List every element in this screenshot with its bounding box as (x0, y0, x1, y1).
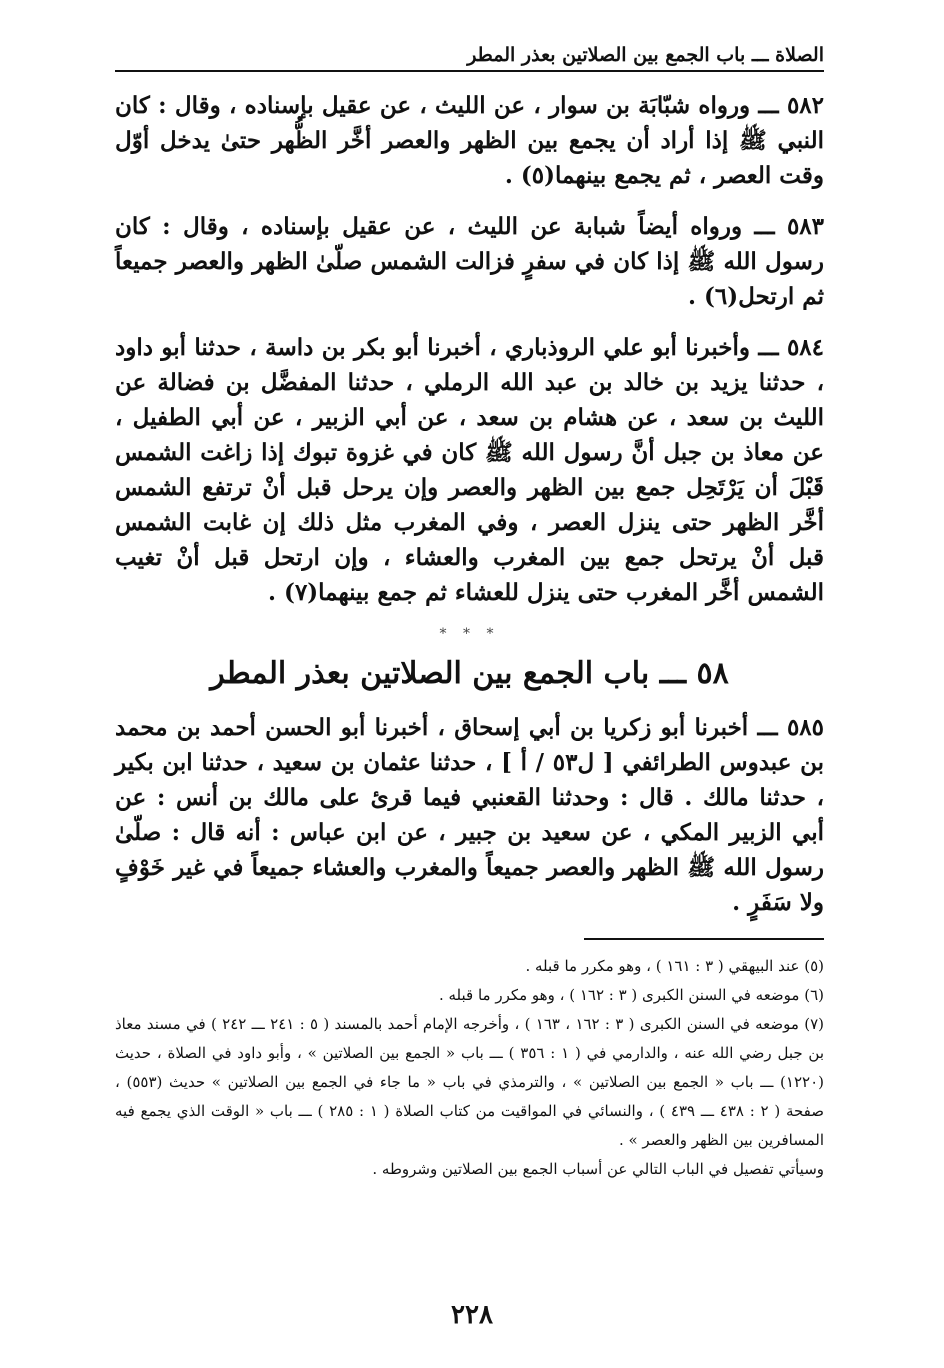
hadith-582 (115, 88, 824, 193)
main-text (115, 88, 824, 1184)
hadith-583 (115, 209, 824, 314)
hadith-584 (115, 330, 824, 610)
hadith-text: ـــ وأخبرنا أبو علي الروذباري ، أخبرنا أبو بكر بن داسة ، حدثنا أبو داود ، حدثنا يزيد بن خالد بن عبد الله الرملي ، حدثنا المفضَّل بن فضالة عن الليث بن سعد ، عن هشام بن سعد ، عن أبي الزبير ، عن أبي الطفيل ، عن معاذ بن جبل أنَّ رسول الله ﷺ كان في غزوة تبوك إذا زاغت الشمس قَبْلَ أن يَرْتَحِل جمع بين الظهر والعصر وإن يرحل قبل أنْ ترتفع الشمس أخَّر الظهر حتى ينزل العصر ، وفي المغرب مثل ذلك إن غابت الشمس قبل أنْ يرتحل جمع بين المغرب والعشاء ، وإن ارتحل قبل أنْ تغيب الشمس أخَّر المغرب حتى ينزل للعشاء ثم جمع بينهما(٧) . (115, 334, 824, 606)
hadith-number: ٥٨٤ (786, 334, 824, 361)
footnote-7: (٧) موضعه في السنن الكبرى ( ٣ : ١٦٢ ، ١٦٣ ) ، وأخرجه الإمام أحمد بالمسند ( ٥ : ٢٤١ ـــ ٢٤٢ ) في مسند معاذ بن جبل رضي الله عنه ، والدارمي في ( ١ : ٣٥٦ ) ـــ باب « الجمع بين الصلاتين » ، وأبو داود في الصلاة ، حديث (١٢٢٠) ـــ باب « الجمع بين الصلاتين » ، والترمذي في باب « ما جاء في الجمع بين الصلاتين » حديث (٥٥٣) ، صفحة ( ٢ : ٤٣٨ ـــ ٤٣٩ ) ، والنسائي في المواقيت من كتاب الصلاة ( ١ : ٢٨٥ ) ـــ باب « الوقت الذي يجمع فيه المسافرين بين الظهر والعصر » . (115, 1015, 825, 1149)
hadith-number: ٥٨٣ (786, 213, 824, 240)
footnotes (115, 952, 824, 1184)
hadith-number: ٥٨٢ (786, 92, 824, 119)
section-separator: * * * (439, 626, 500, 642)
footnote-note: وسيأتي تفصيل في الباب التالي عن أسباب الجمع بين الصلاتين وشروطه . (372, 1160, 824, 1178)
page-number: ٢٢٨ (451, 1300, 493, 1330)
hadith-number: ٥٨٥ (786, 714, 824, 741)
hadith-text: ـــ أخبرنا أبو زكريا بن أبي إسحاق ، أخبرنا أبو الحسن أحمد بن محمد بن عبدوس الطرائفي [ ل٥٣ / أ ] ، حدثنا عثمان بن سعيد ، حدثنا ابن بكير ، حدثنا مالك . قال : وحدثنا القعنبي فيما قرئ على مالك بن أنس : عن أبي الزبير المكي ، عن سعيد بن جبير ، عن ابن عباس : أنه قال : صلّىٰ رسول الله ﷺ الظهر والعصر جميعاً والمغرب والعشاء جميعاً في غير خَوْفٍ ولا سَفَرٍ . (115, 714, 824, 916)
hadith-text: ـــ ورواه أيضاً شبابة عن الليث ، عن عقيل بإسناده ، وقال : كان رسول الله ﷺ إذا كان في سفرٍ فزالت الشمس صلّىٰ الظهر والعصر جميعاً ثم ارتحل(٦) . (115, 213, 824, 310)
running-header (115, 40, 824, 72)
footnote-5: (٥) عند البيهقي ( ٣ : ١٦١ ) ، وهو مكرر ما قبله . (525, 957, 824, 975)
footnote-divider (584, 938, 824, 940)
hadith-text: ـــ ورواه شبّابَة بن سوار ، عن الليث ، عن عقيل بإسناده ، وقال : كان النبي ﷺ إذا أراد أن يجمع بين الظهر والعصر أخَّر الظُّهر حتىٰ يدخل أوّل وقت العصر ، ثم يجمع بينهما(٥) . (115, 92, 824, 189)
chapter-title: ٥٨ ـــ باب الجمع بين الصلاتين بعذر المطر (210, 656, 729, 691)
header-title: الصلاة ـــ باب الجمع بين الصلاتين بعذر المطر (459, 40, 824, 70)
footnote-6: (٦) موضعه في السنن الكبرى ( ٣ : ١٦٢ ) ، وهو مكرر ما قبله . (438, 986, 824, 1004)
hadith-585 (115, 710, 824, 920)
